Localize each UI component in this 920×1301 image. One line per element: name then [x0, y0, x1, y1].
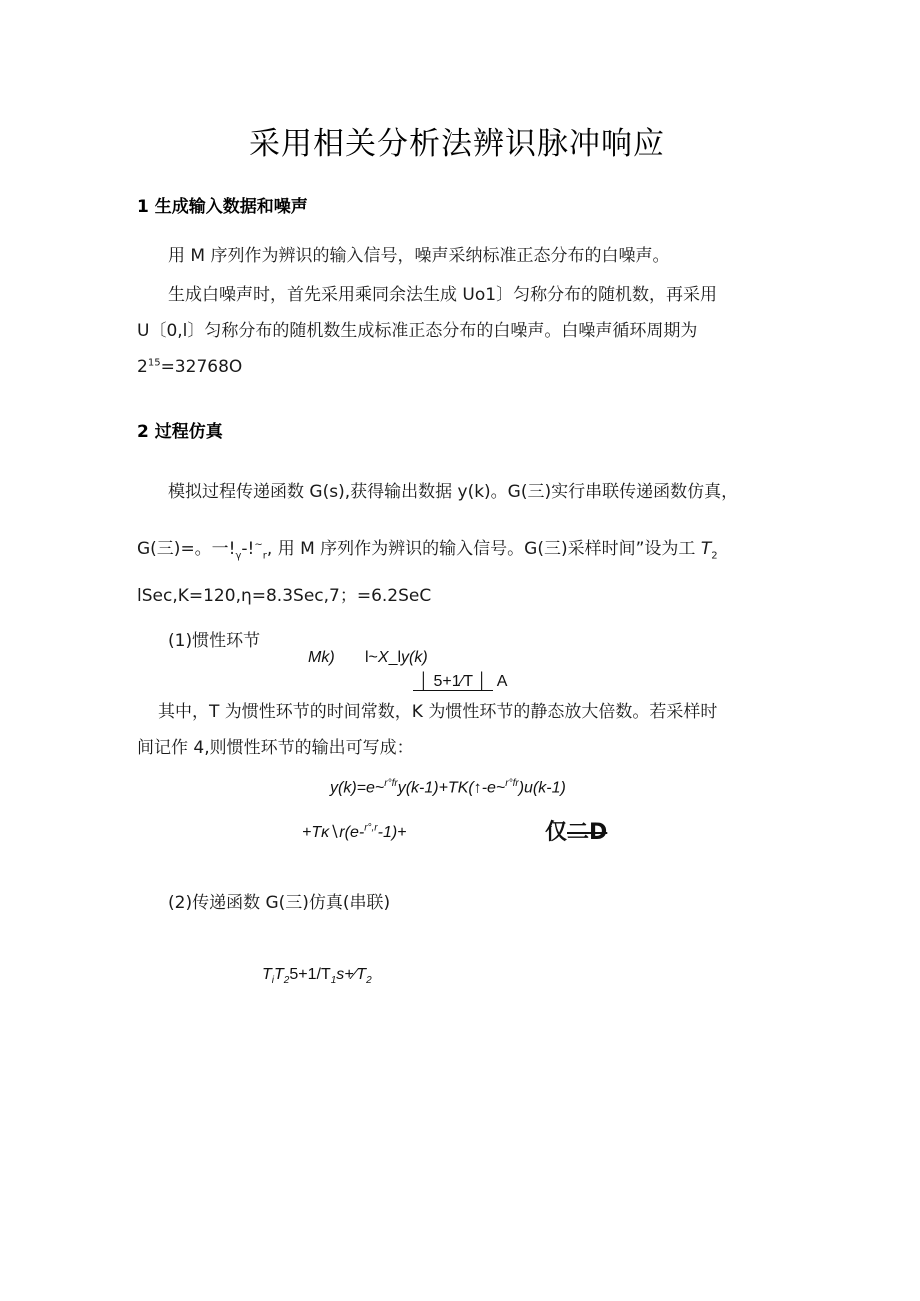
section-heading-1: 1 生成输入数据和噪声: [137, 197, 308, 217]
subsection-heading-series: (2)传递函数 G(三)仿真(串联): [168, 893, 391, 913]
eq3-mark-b: 二: [567, 820, 590, 845]
eq3-mark: [545, 815, 607, 846]
period-exponent: 15: [147, 357, 161, 369]
white-noise-period: [137, 357, 242, 377]
page-title: 采用相关分析法辨识脉冲响应: [249, 126, 665, 162]
sub1-para-line1: 其中，T 为惯性环节的时间常数，K 为惯性环节的静态放大倍数。若采样时: [158, 702, 718, 722]
eq4-b: T: [274, 966, 284, 983]
eq2-part1: y(k)=e~: [330, 779, 385, 797]
eq1-a: A: [496, 673, 508, 690]
eq1-right: l~X_ly(k): [365, 649, 428, 666]
eq2-output-formula: [330, 778, 566, 797]
eq2-part3: )u(k-1): [518, 779, 566, 797]
sub1-para-line2: 间记作 4,则惯性环节的输出可写成：: [137, 738, 414, 758]
section2-para2: [137, 534, 718, 561]
eq3-mark-a: 仅: [545, 820, 568, 845]
period-value: =32768O: [160, 357, 243, 377]
period-base: 2: [137, 357, 148, 377]
eq4-a-sub: i: [271, 975, 275, 987]
eq2-sup2: r°fr: [505, 778, 519, 789]
eq2-sup1: r°fr: [384, 778, 398, 789]
parameter-line: lSec,K=120,η=8.3Sec,7；=6.2SeC: [137, 586, 432, 606]
transfer-fn-sub2: r: [262, 550, 267, 562]
time-constant-sub: 2: [711, 550, 718, 562]
subsection-heading-inertia: (1)惯性环节: [168, 631, 261, 651]
eq4-d: s+⁄T: [336, 966, 367, 983]
transfer-fn-sub1: γ: [235, 550, 242, 562]
transfer-fn-text: G(三)=。一!: [137, 539, 236, 559]
section1-para2-line1: 生成白噪声时，首先采用乘同余法生成 Uo1〕匀称分布的随机数，再采用: [168, 285, 718, 305]
transfer-fn-sup: ~: [254, 539, 263, 551]
eq3-part2: -1)+: [377, 824, 407, 841]
time-constant-symbol: T: [700, 539, 712, 559]
eq3-mark-c: D: [589, 820, 608, 845]
eq3-sup: r°,r: [364, 822, 378, 834]
section2-para1: 模拟过程传递函数 G(s),获得输出数据 y(k)。G(三)实行串联传递函数仿真，: [168, 482, 739, 502]
sampling-text: , 用 M 序列作为辨识的输入信号。G(三)采样时间”设为工: [266, 539, 696, 559]
eq2-part2: y(k-1)+TK(↑-e~: [397, 779, 506, 797]
section1-para1: 用 M 序列作为辨识的输入信号，噪声采纳标准正态分布的白噪声。: [168, 246, 670, 266]
eq4-c-sub: 1: [330, 975, 337, 987]
section-heading-2: 2 过程仿真: [137, 422, 223, 442]
eq4-d-sub: 2: [366, 975, 372, 987]
eq4-a: T: [262, 966, 272, 983]
eq4-c: 5+1/T: [289, 966, 331, 983]
transfer-fn-text-b: -!: [241, 539, 255, 559]
eq4-b-sub: 2: [283, 975, 290, 987]
section1-para2-line2: U〔0,l〕匀称分布的随机数生成标准正态分布的白噪声。白噪声循环周期为: [137, 321, 698, 341]
eq3-formula: [302, 822, 407, 842]
eq1-left: Mk): [308, 649, 335, 666]
eq3-part1: +Tκ∖r(e-: [302, 824, 365, 841]
eq1-denom-text: 5+1⁄T: [433, 673, 473, 690]
eq4-formula: [262, 966, 372, 986]
eq1-denominator: │ 5+1⁄T │ A: [413, 673, 507, 691]
